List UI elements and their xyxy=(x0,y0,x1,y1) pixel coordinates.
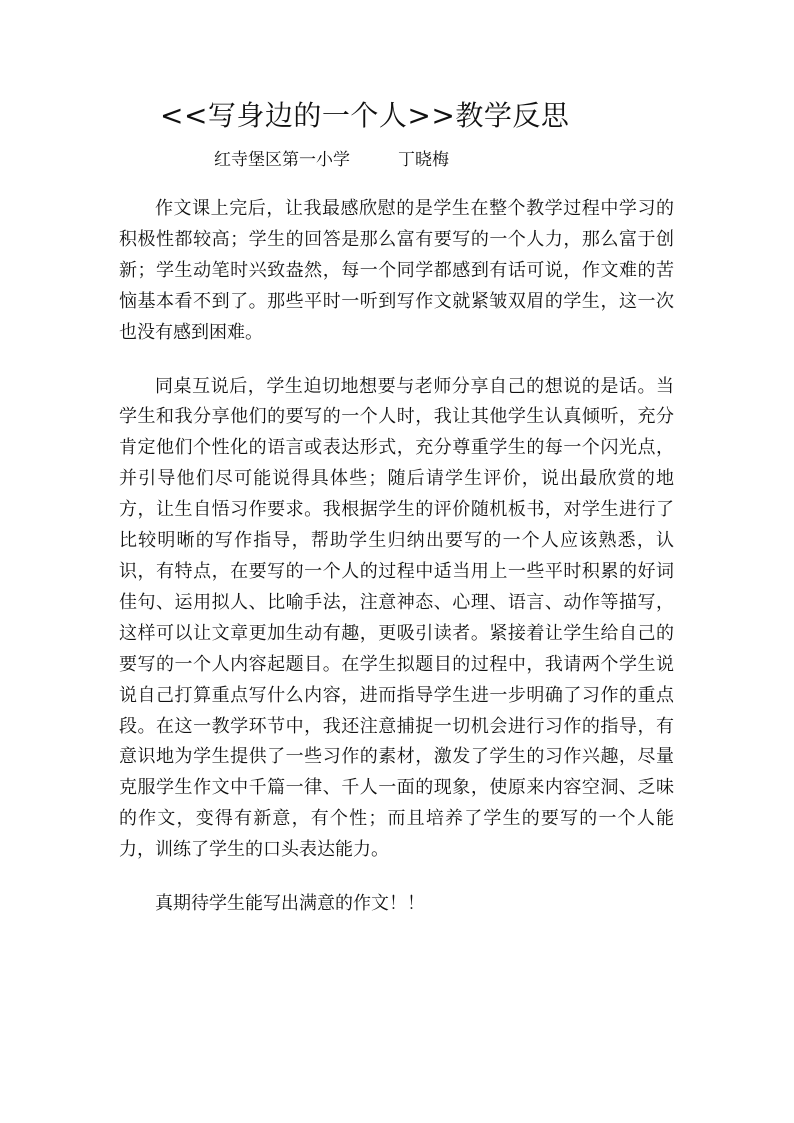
school-name: 红寺堡区第一小学 xyxy=(214,150,350,170)
document-body xyxy=(119,194,674,943)
paragraph: 真期待学生能写出满意的作文！！ xyxy=(155,893,425,915)
paragraph: 同桌互说后，学生迫切地想要与老师分享自己的想说的是话。当学生和我分享他们的要写的一个人时，我让其他学生认真倾听，充分肯定他们个性化的语言或表达形式，充分尊重学生的每一个闪光点，并引导他们尽可能说得具体些；随后请学生评价，说出最欣赏的地方，让生自悟习作要求。我根据学生的评价随机板书，对学生进行了比较明晰的写作指导，帮助学生归纳出要写的一个人应该熟悉，认识，有特点，在要写的一个人的过程中适当用上一些平时积累的好词佳句、运用拟人、比喻手法，注意神态、心理、语言、动作等描写，这样可以让文章更加生动有趣，更吸引读者。紧接着让学生给自己的要写的一个人内容起题目。在学生拟题目的过程中，我请两个学生说说自己打算重点写什么内容，进而指导学生进一步明确了习作的重点段。在这一教学环节中，我还注意捕捉一切机会进行习作的指导，有意识地为学生提供了一些习作的素材，激发了学生的习作兴趣，尽量克服学生作文中千篇一律、千人一面的现象，使原来内容空洞、乏味的作文，变得有新意，有个性；而且培养了学生的要写的一个人能力，训练了学生的口头表达能力。 xyxy=(119,375,674,861)
byline xyxy=(214,148,449,172)
paragraph: 作文课上完后，让我最感欣慰的是学生在整个教学过程中学习的积极性都较高；学生的回答是那么富有要写的一个人力，那么富于创新；学生动笔时兴致盎然，每一个同学都感到有话可说，作文难的苦恼基本看不到了。那些平时一听到写作文就紧皱双眉的学生，这一次也没有感到困难。 xyxy=(119,198,674,343)
document-title: <<写身边的一个人>>教学反思 xyxy=(160,99,570,132)
author-name: 丁晓梅 xyxy=(398,150,449,170)
